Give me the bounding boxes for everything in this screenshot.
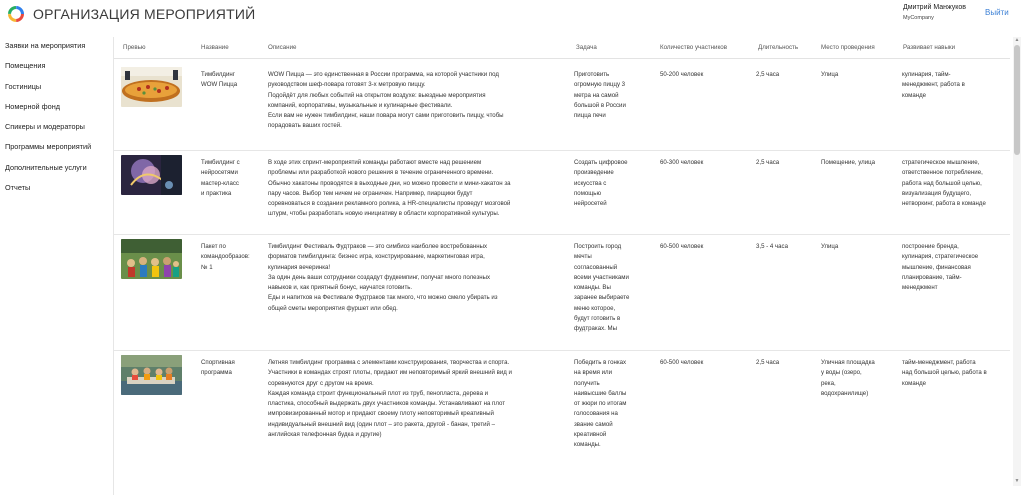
table-row[interactable]	[114, 351, 1010, 495]
header-preview[interactable]: Превью	[123, 44, 146, 51]
table-row[interactable]	[114, 151, 1010, 235]
preview-image-food-trucks	[121, 239, 182, 279]
programs-table	[113, 37, 1010, 495]
cell-task: Победить в гонках на время или получить наивысшие баллы от жюри по итогам голосования на звание самой креативной команды.	[574, 359, 627, 449]
header-place[interactable]: Место проведения	[821, 44, 875, 51]
sidebar-item-rooms[interactable]: Помещения	[5, 61, 46, 71]
app-title: ОРГАНИЗАЦИЯ МЕРОПРИЯТИЙ	[33, 6, 256, 22]
cell-description: Тимбилдинг Фестиваль Фудтраков — это симбиоз наиболее востребованных форматов тимбилдинга: бизнес игра, конструирование, маркетинговая игра, кулинария вечеринка! За один день ваши сотрудники создадут фудкемпинг, получат много полезных навыков и, как приятный бонус, научатся готовить. Еды и напитков на Фестивале Фудтраков так много, что можно смело убирать из общей сметы мероприятия фуршет или обед.	[268, 243, 498, 312]
logout-link[interactable]: Выйти	[985, 8, 1009, 17]
sidebar-item-hotels[interactable]: Гостиницы	[5, 81, 42, 91]
cell-skills: кулинария, тайм- менеджмент, работа в команде	[902, 71, 965, 99]
cell-task: Построить город мечты согласованный всеми участниками команды. Вы заранее выбираете меню которое, будут готовить в фудтраках. Мы	[574, 243, 630, 333]
header-description[interactable]: Описание	[268, 44, 297, 51]
cell-place: Улица	[821, 71, 839, 78]
sidebar-item-extra-services[interactable]: Дополнительные услуги	[5, 162, 87, 172]
preview-image-pizza	[121, 67, 182, 107]
sidebar-item-requests[interactable]: Заявки на мероприятия	[5, 41, 86, 50]
cell-duration: 3,5 - 4 часа	[756, 243, 788, 250]
header-skills[interactable]: Развивает навыки	[903, 44, 956, 51]
header-name[interactable]: Название	[201, 44, 229, 51]
cell-participants: 60-300 человек	[660, 159, 704, 166]
cell-name: Тимбилдинг с нейросетями мастер-класс и практика	[201, 159, 240, 197]
header-task[interactable]: Задача	[576, 44, 597, 51]
preview-image-raft	[121, 355, 182, 395]
cell-duration: 2,5 часа	[756, 159, 780, 166]
cell-duration: 2,5 часа	[756, 71, 780, 78]
sidebar-item-speakers[interactable]: Спикеры и модераторы	[5, 122, 85, 132]
preview-image-ai-art	[121, 155, 182, 195]
cell-description: В ходе этих спринт-мероприятий команды работают вместе над решением проблемы или разработкой нового решения в течение ограниченного времени. Обычно хакатоны проводятся в выходные дни, но можно провести и мини-хакатон за пару часов. Выбор тем ничем не ограничен. Например, пиарщики будут соревноваться в создании рекламного ролика, а HR-специалисты проведут мозговой штурм, чтобы разработать новую инициативу в области корпоративной культуры.	[268, 159, 511, 218]
cell-description: WOW Пицца — это единственная в России программа, на которой участники под руководством шеф-повара готовят 3-х метровую пиццу. Подойдёт для любых событий на открытом воздухе: выездные мероприятия компаний, корпоративы, музыкальные и кулинарные фестивали. Если вам не нужен тимбилдинг, наши повара могут сами приготовить пиццу, чтобы порадовать ваших гостей.	[268, 71, 504, 130]
user-name: Дмитрий Манжуков	[903, 4, 967, 11]
sidebar-item-programs[interactable]: Программы мероприятий	[5, 142, 92, 152]
cell-participants: 60-500 человек	[660, 359, 704, 366]
cell-duration: 2,5 часа	[756, 359, 780, 366]
cell-name: Спортивная программа	[201, 359, 235, 377]
header-participants[interactable]: Количество участников	[660, 44, 728, 51]
cell-name: Пакет по командообразов: № 1	[201, 243, 250, 271]
cell-task: Создать цифровое произведение искусства с помощью нейросетей	[574, 159, 628, 208]
cell-skills: стратегическое мышление, ответственное потребление, работа над большой целью, визуализация будущего, нетворкинг, работа в команде	[902, 159, 986, 208]
ring-logo-icon	[7, 5, 25, 23]
header-duration[interactable]: Длительность	[758, 44, 799, 51]
cell-task: Приготовить огромную пиццу 3 метра на самой большой в России пицца печи	[574, 71, 626, 120]
sidebar-nav	[0, 38, 112, 200]
cell-skills: тайм-менеджмент, работа над большой целью, работа в команде	[902, 359, 987, 387]
cell-description: Летняя тимбилдинг программа с элементами конструирования, творчества и спорта. Участники в командах строят плоты, придают им неповторимый яркий внешний вид и соревнуются друг с другом на время. Каждая команда строит функциональный плот из труб, пенопласта, дерева и пластика, способный выдержать двух участников команды. Устанавливают на плот импровизированный мотор и придают своему плоту неповторимый креативный индивидуальный внешний вид (один плот – это ракета, другой - банан, третий – английская телефонная будка и другие)	[268, 359, 512, 439]
sidebar-item-room-stock[interactable]: Номерной фонд	[5, 101, 61, 111]
user-company: MyCompany	[903, 15, 934, 21]
table-row[interactable]	[114, 235, 1010, 351]
table-row[interactable]	[114, 63, 1010, 151]
cell-name: Тимбилдинг WOW Пицца	[201, 71, 238, 89]
cell-place: Уличная площадка у воды (озеро, река, водохранилище)	[821, 359, 875, 397]
scroll-down-arrow-icon[interactable]: ▼	[1014, 478, 1020, 484]
app-header	[0, 0, 1024, 30]
scroll-up-arrow-icon[interactable]: ▲	[1014, 37, 1020, 43]
cell-skills: построение бренда, кулинария, стратегическое мышление, финансовая планирование, тайм- менеджмент	[902, 243, 979, 292]
cell-participants: 50-200 человек	[660, 71, 704, 78]
scrollbar-thumb[interactable]	[1014, 45, 1020, 155]
sidebar-item-reports[interactable]: Отчеты	[5, 183, 31, 193]
table-header	[114, 37, 1010, 59]
cell-participants: 60-500 человек	[660, 243, 704, 250]
cell-place: Помещение, улица	[821, 159, 875, 166]
cell-place: Улица	[821, 243, 839, 250]
